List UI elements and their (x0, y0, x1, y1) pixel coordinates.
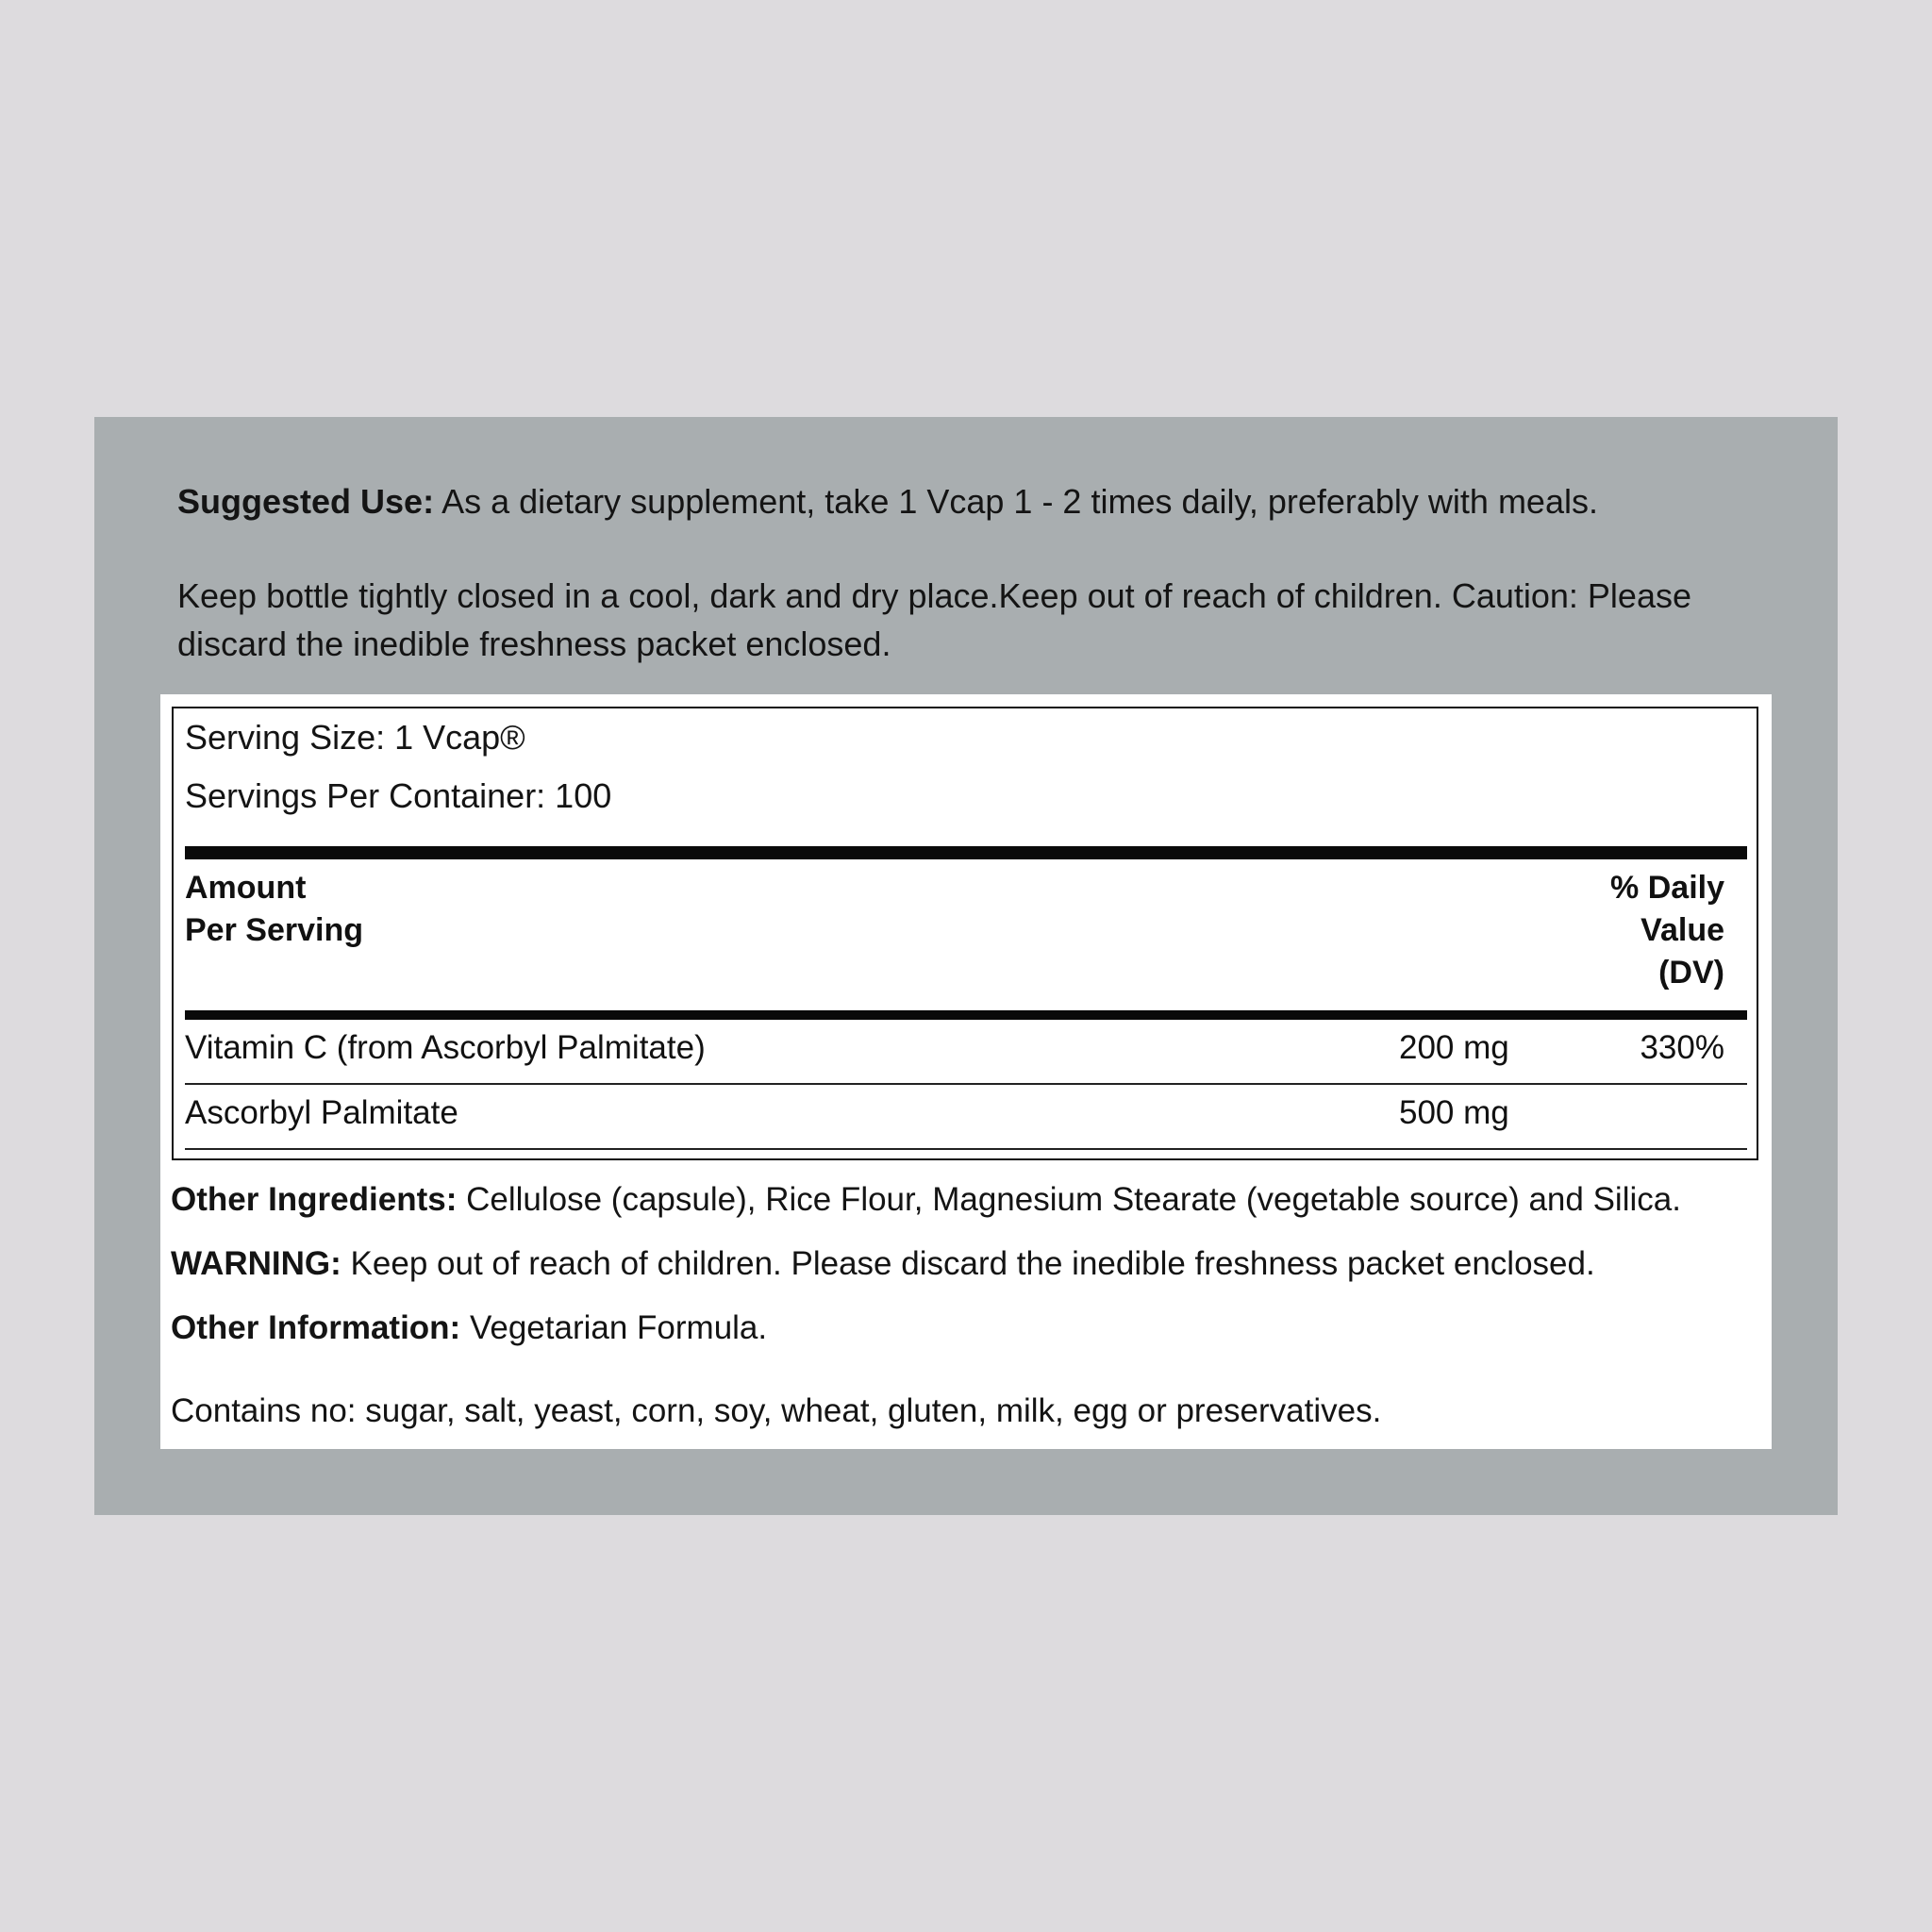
warning-label: WARNING: (171, 1245, 341, 1282)
supplement-facts-table (172, 707, 1758, 1160)
suggested-use-label: Suggested Use: (177, 482, 435, 521)
usage-instructions (177, 477, 1762, 668)
facts-header-row (185, 859, 1747, 1010)
label-panel (94, 417, 1838, 1515)
supplement-label-card (160, 694, 1772, 1449)
contains-no: Contains no: sugar, salt, yeast, corn, soy, wheat, gluten, milk, egg or preservatives. (171, 1392, 1382, 1429)
warning-text: Keep out of reach of children. Please discard the inedible freshness packet enclosed. (350, 1245, 1595, 1282)
label-notes (171, 1177, 1756, 1434)
amount-header-line-1: Amount (185, 870, 307, 906)
storage-instructions-line-1: Keep bottle tightly closed in a cool, dark and dry place.Keep out of reach of children. Caution: Please (177, 576, 1691, 615)
serving-size: Serving Size: 1 Vcap® (185, 718, 525, 757)
other-ingredients (171, 1177, 1756, 1223)
amount-header-line-2: Per Serving (185, 912, 363, 948)
nutrient-name: Vitamin C (from Ascorbyl Palmitate) (185, 1029, 706, 1066)
other-information-label: Other Information: (171, 1309, 461, 1346)
storage-instructions-line-2: discard the inedible freshness packet enclosed. (177, 625, 891, 663)
nutrient-row (185, 1085, 1747, 1150)
facts-divider-thick (185, 846, 1747, 859)
nutrient-row (185, 1020, 1747, 1085)
other-ingredients-text: Cellulose (capsule), Rice Flour, Magnesium Stearate (vegetable source) and Silica. (466, 1181, 1681, 1218)
daily-value-header (1610, 867, 1724, 994)
other-ingredients-label: Other Ingredients: (171, 1181, 458, 1218)
dv-header-line-3: (DV) (1658, 955, 1724, 991)
nutrient-amount: 200 mg (1399, 1029, 1509, 1066)
other-information-text: Vegetarian Formula. (469, 1309, 768, 1346)
nutrient-name: Ascorbyl Palmitate (185, 1094, 458, 1131)
dv-header-line-2: Value (1641, 912, 1724, 948)
servings-per-container: Servings Per Container: 100 (185, 776, 612, 815)
warning (171, 1241, 1756, 1287)
nutrient-daily-value: 330% (1640, 1029, 1724, 1066)
dv-header-line-1: % Daily (1610, 870, 1724, 906)
other-information (171, 1306, 1756, 1351)
suggested-use (177, 477, 1762, 525)
facts-divider-medium (185, 1010, 1747, 1020)
suggested-use-text: As a dietary supplement, take 1 Vcap 1 - 2 times daily, preferably with meals. (441, 482, 1598, 521)
nutrient-amount: 500 mg (1399, 1094, 1509, 1131)
amount-per-serving-header (185, 867, 363, 952)
